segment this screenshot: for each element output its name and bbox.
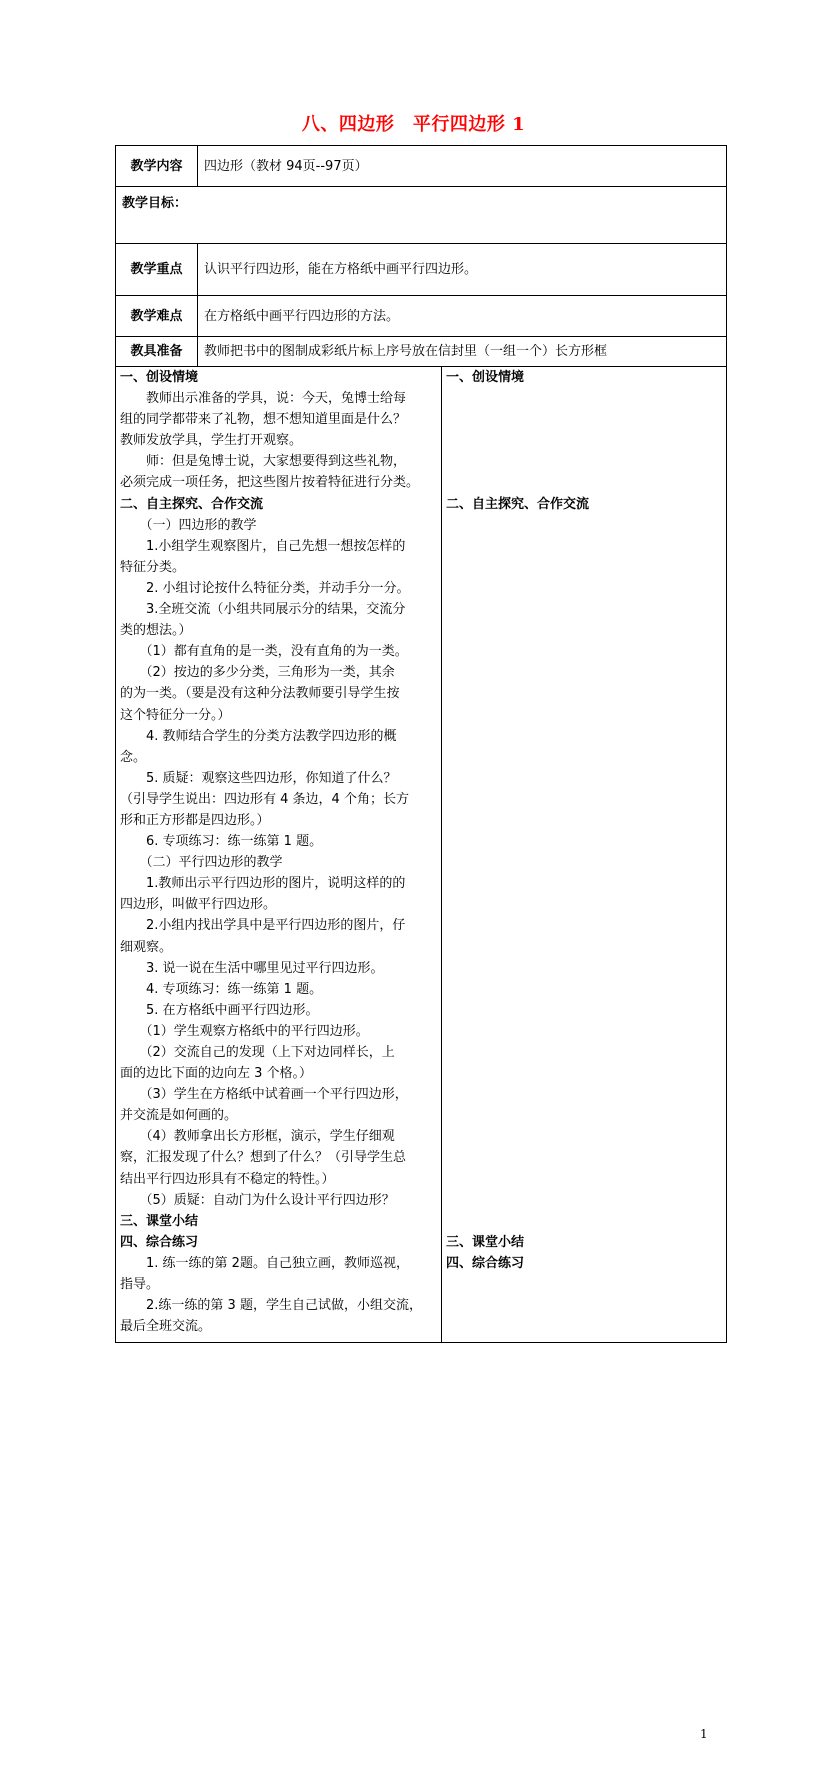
lesson-line: （引导学生说出：四边形有 4 条边，4 个角；长方 [120,791,409,807]
notes-heading: 二、自主探究、合作交流 [446,496,590,512]
document-title: 八、四边形 平行四边形 1 [301,114,526,135]
lesson-line: 5. 在方格纸中画平行四边形。 [120,1002,319,1018]
lesson-line: 2.小组内找出学具中是平行四边形的图片，仔 [120,918,406,934]
lesson-line: （4）教师拿出长方形框，演示，学生仔细观 [120,1129,395,1145]
value-teaching-content: 四边形（教材 94页--97页） [198,146,727,187]
lesson-line: 四、综合练习 [120,1234,199,1250]
lesson-line: 4. 教师结合学生的分类方法教学四边形的概 [120,728,397,744]
lesson-line: （2）按边的多少分类，三角形为一类，其余 [120,665,395,681]
notes-heading: 一、创设情境 [446,370,525,385]
lesson-line: 2. 小组讨论按什么特征分类，并动手分一分。 [120,580,410,596]
lesson-line: 必须完成一项任务，把这些图片按着特征进行分类。 [120,475,420,491]
lesson-line: （1）都有直角的是一类，没有直角的为一类。 [120,644,408,660]
notes-heading: 三、课堂小结 [446,1235,525,1251]
row-key-points [116,244,727,296]
label-key-points: 教学重点 [116,244,198,296]
lesson-line: 并交流是如何画的。 [120,1108,238,1124]
value-difficulties: 在方格纸中画平行四边形的方法。 [198,296,727,337]
lesson-line: 6. 专项练习：练一练第 1 题。 [120,834,323,850]
lesson-line: 4. 专项练习：练一练第 1 题。 [120,981,323,997]
lesson-line: 指导。 [120,1277,160,1293]
page-number: 1 [700,1727,708,1741]
lesson-line: 形和正方形都是四边形。） [120,812,270,828]
lesson-line: 的为一类。（要是没有这种分法教师要引导学生按 [120,686,400,702]
lesson-line: 三、课堂小结 [120,1213,199,1229]
label-teaching-goals: 教学目标： [116,187,727,244]
lesson-line: 3.全班交流（小组共同展示分的结果，交流分 [120,602,406,618]
label-teaching-content: 教学内容 [116,146,198,187]
row-materials [116,337,727,367]
lesson-line: 类的想法。） [120,623,192,639]
lesson-line: 结出平行四边形具有不稳定的特性。） [120,1171,335,1187]
lesson-line: （2）交流自己的发现（上下对边同样长，上 [120,1045,395,1060]
notes-column [442,367,727,1343]
lesson-line: （5）质疑：自动门为什么设计平行四边形？ [120,1192,395,1208]
lesson-line: （3）学生在方格纸中试着画一个平行四边形， [120,1087,408,1103]
value-key-points: 认识平行四边形，能在方格纸中画平行四边形。 [198,244,727,296]
lesson-line: 这个特征分一分。） [120,707,231,723]
lesson-plan-table [115,145,727,1343]
lesson-line: 2.练一练的第 3 题，学生自己试做，小组交流， [120,1298,422,1314]
lesson-line: 四边形，叫做平行四边形。 [120,897,277,913]
row-teaching-goals [116,187,727,244]
value-materials: 教师把书中的图制成彩纸片标上序号放在信封里（一组一个）长方形框 [198,337,727,367]
lesson-line: （二）平行四边形的教学 [120,855,283,871]
lesson-line: 特征分类。 [120,559,186,575]
lesson-line: 1. 练一练的第 2题。自己独立画，教师巡视， [120,1255,409,1271]
lesson-line: 教师发放学具，学生打开观察。 [120,433,303,449]
lesson-line: 3. 说一说在生活中哪里见过平行四边形。 [120,960,384,976]
row-difficulties [116,296,727,337]
lesson-line: 察，汇报发现了什么？想到了什么？（引导学生总 [120,1150,407,1166]
lesson-line: 念。 [120,749,147,765]
lesson-line: 组的同学都带来了礼物，想不想知道里面是什么？ [120,412,407,428]
label-materials: 教具准备 [116,337,198,367]
lesson-line: 1.教师出示平行四边形的图片，说明这样的的 [120,876,406,892]
label-difficulties: 教学难点 [116,296,198,337]
lesson-line: 面的边比下面的边向左 3 个格。） [120,1066,313,1082]
lesson-line: 一、创设情境 [120,370,199,385]
lesson-line: 师：但是兔博士说，大家想要得到这些礼物， [120,454,407,470]
row-teaching-content [116,146,727,187]
lesson-line: 最后全班交流。 [120,1319,212,1335]
lesson-line: 1.小组学生观察图片，自己先想一想按怎样的 [120,538,406,554]
lesson-line: （1）学生观察方格纸中的平行四边形。 [120,1023,369,1039]
lesson-line: 细观察。 [120,939,173,955]
lesson-line: （一）四边形的教学 [120,517,257,533]
row-lesson-body [116,367,727,1343]
lesson-line: 教师出示准备的学具，说：今天，兔博士给每 [120,391,407,407]
lesson-process-column [116,367,442,1343]
lesson-line: 二、自主探究、合作交流 [120,496,264,512]
lesson-line: 5. 质疑：观察这些四边形，你知道了什么？ [120,770,397,786]
notes-heading: 四、综合练习 [446,1256,525,1272]
